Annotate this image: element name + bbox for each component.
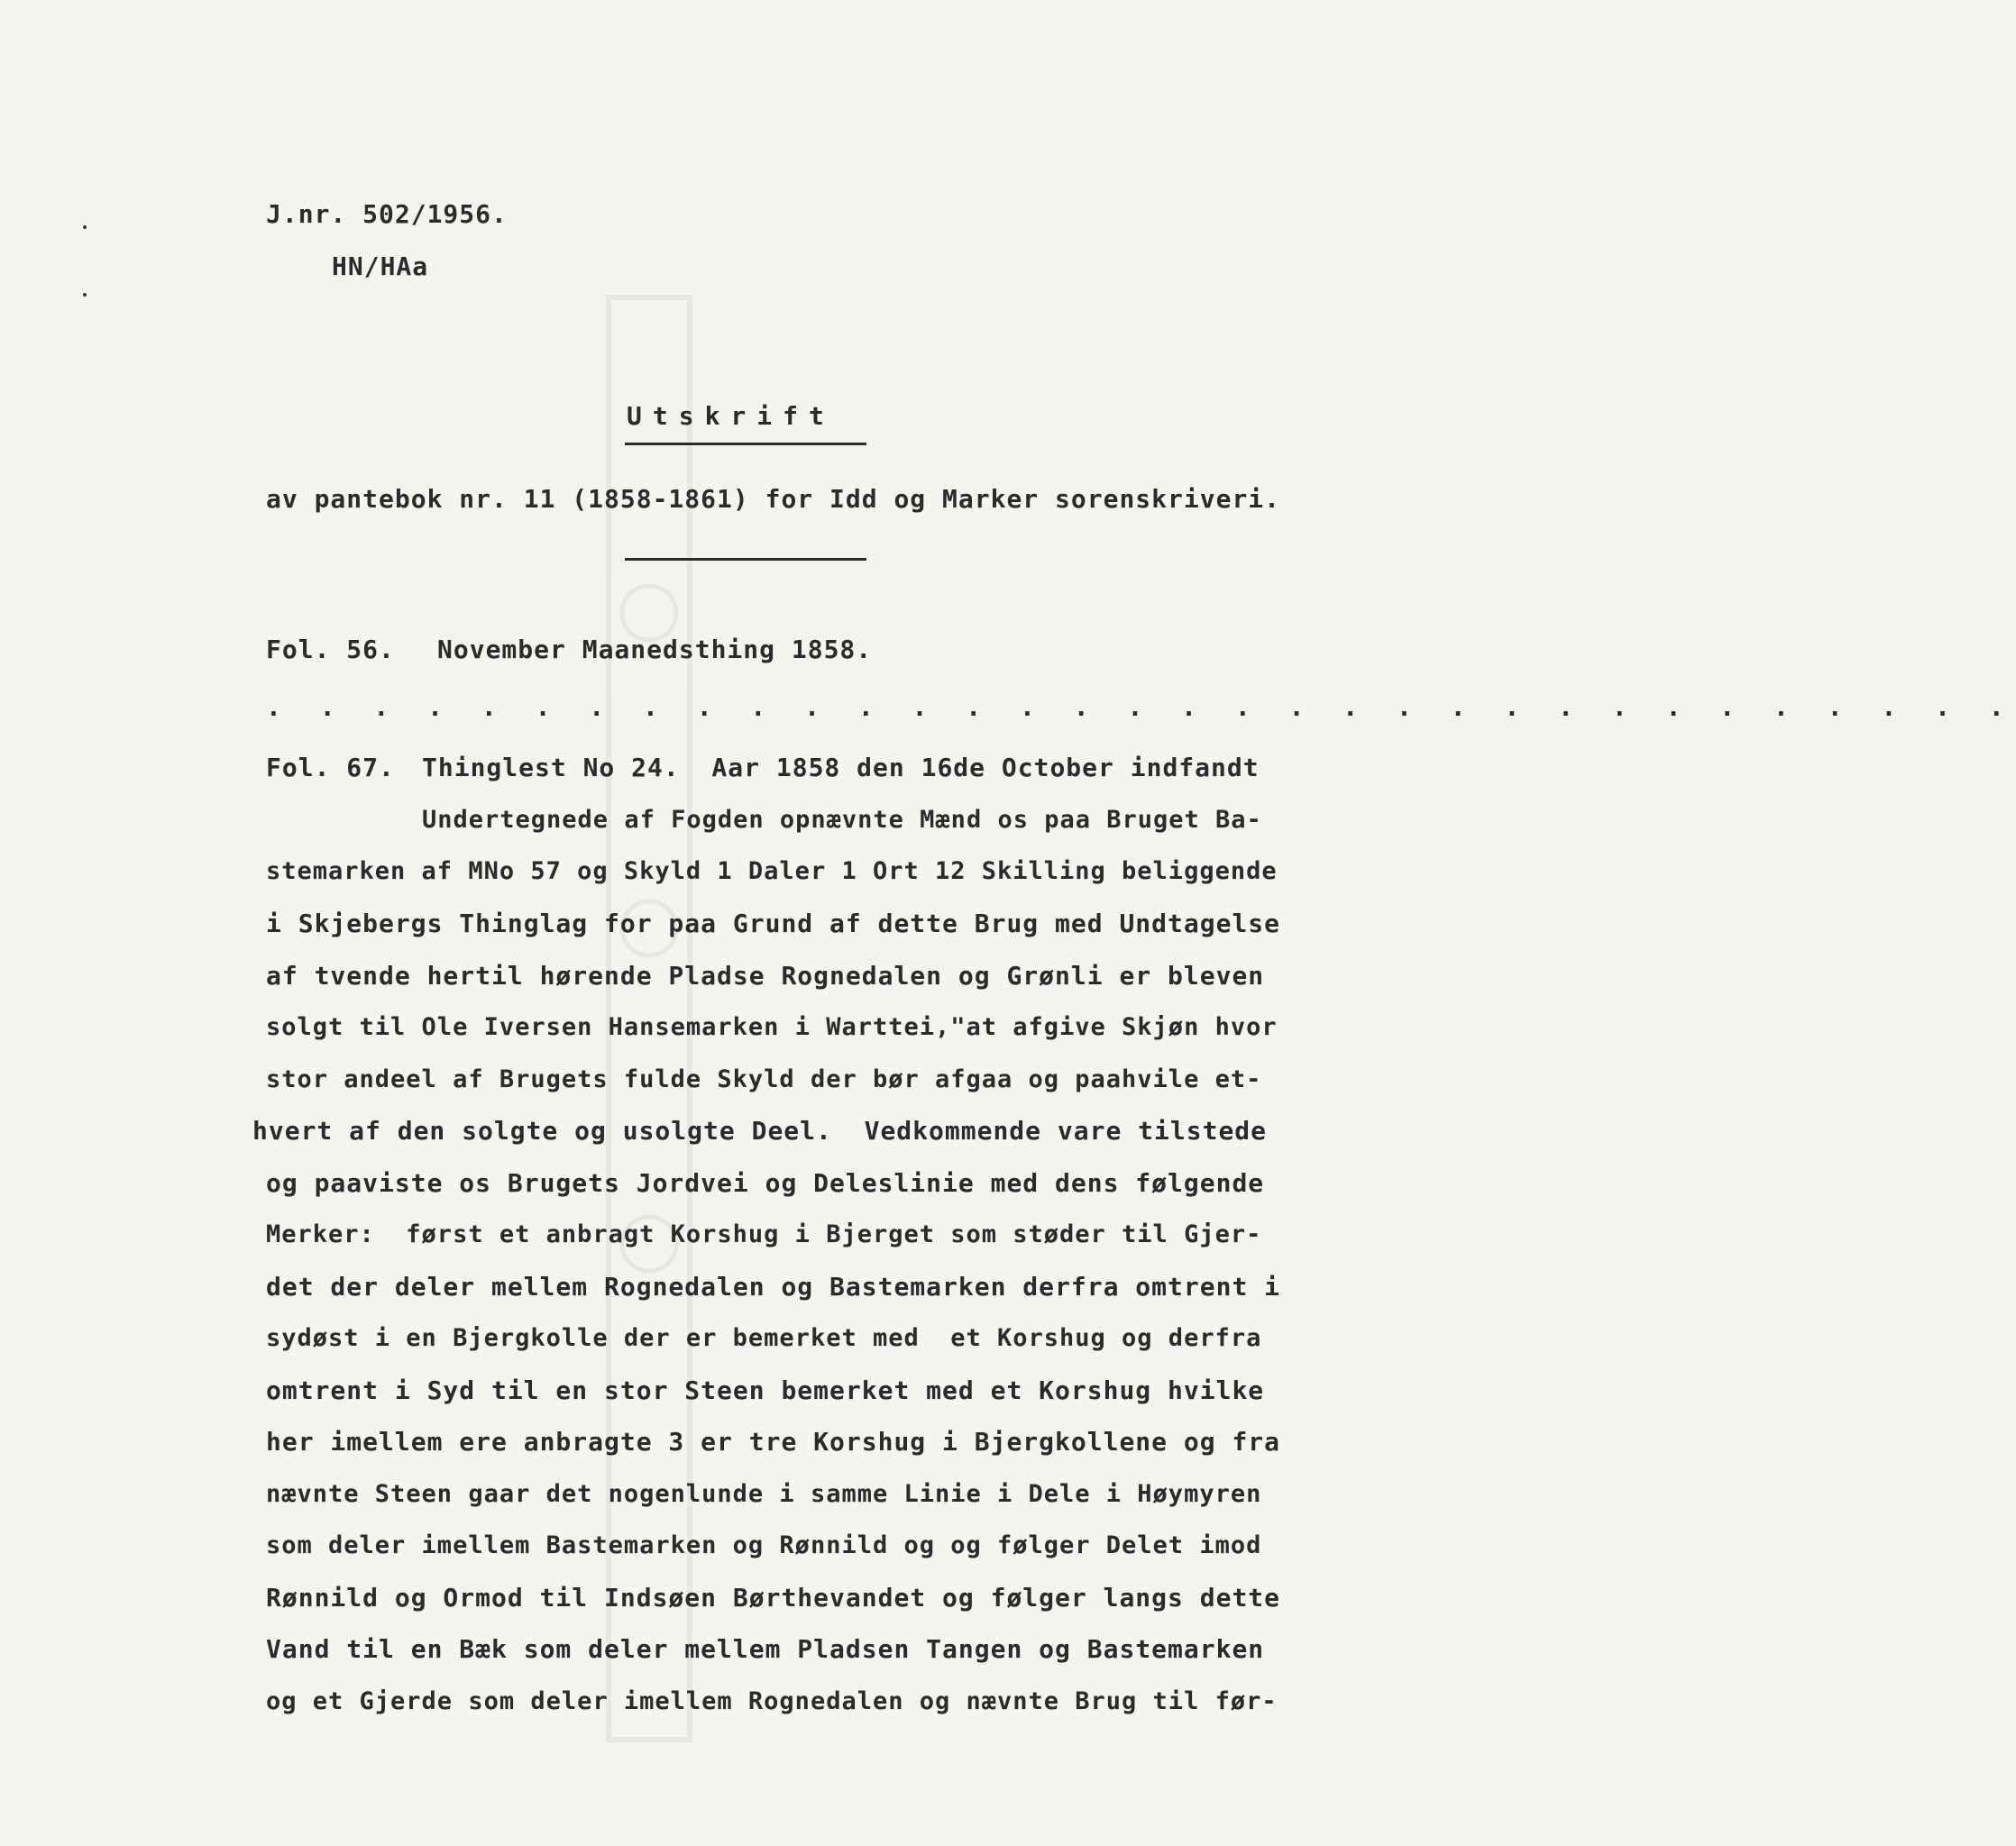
document-title: Utskrift bbox=[627, 401, 835, 431]
entry-line: sydøst i en Bjergkolle der er bemerket med et Korshug og derfra bbox=[266, 1324, 1262, 1352]
entry-line: i Skjebergs Thinglag for paa Grund af dette Brug med Undtagelse bbox=[266, 909, 1281, 938]
entry-line: og paaviste os Brugets Jordvei og Deleslinie med dens følgende bbox=[266, 1168, 1265, 1198]
entry-line: nævnte Steen gaar det nogenlunde i samme Linie i Dele i Høymyren bbox=[266, 1480, 1262, 1508]
journal-number: J.nr. 502/1956. bbox=[266, 199, 508, 229]
entry-line: det der deler mellem Rognedalen og Bastemarken derfra omtrent i bbox=[266, 1272, 1281, 1302]
section-divider bbox=[625, 558, 866, 561]
document-subtitle: av pantebok nr. 11 (1858-1861) for Idd og Marker sorenskriveri. bbox=[266, 484, 1281, 514]
entry-line: Undertegnede af Fogden opnævnte Mænd os paa Bruget Ba- bbox=[422, 806, 1262, 834]
entry-line: Merker: først et anbragt Korshug i Bjerget som støder til Gjer- bbox=[266, 1220, 1262, 1248]
entry-line: Vand til en Bæk som deler mellem Pladsen Tangen og Bastemarken bbox=[266, 1634, 1265, 1664]
entry-line: hvert af den solgte og usolgte Deel. Vedkommende vare tilstede bbox=[252, 1116, 1268, 1146]
entry-line: Thinglest No 24. Aar 1858 den 16de October indfandt bbox=[422, 753, 1260, 782]
margin-mark bbox=[83, 225, 87, 229]
title-underline bbox=[625, 443, 866, 445]
entry-line: stor andeel af Brugets fulde Skyld der bør afgaa og paahvile et- bbox=[266, 1065, 1262, 1093]
entry-folio: Fol. 67. bbox=[266, 753, 395, 782]
entry-line: stemarken af MNo 57 og Skyld 1 Daler 1 Ort 12 Skilling beliggende bbox=[266, 857, 1278, 885]
entry-line: solgt til Ole Iversen Hansemarken i Warttei,"at afgive Skjøn hvor bbox=[266, 1013, 1278, 1041]
section-heading: November Maanedsthing 1858. bbox=[437, 635, 873, 664]
section-folio: Fol. 56. bbox=[266, 635, 395, 664]
entry-line: og et Gjerde som deler imellem Rognedalen og nævnte Brug til før- bbox=[266, 1687, 1278, 1715]
initials: HN/HAa bbox=[332, 251, 429, 281]
margin-mark bbox=[83, 293, 87, 297]
entry-line: her imellem ere anbragte 3 er tre Korshug i Bjergkollene og fra bbox=[266, 1427, 1281, 1457]
entry-line: som deler imellem Bastemarken og Rønnild og og følger Delet imod bbox=[266, 1531, 1262, 1559]
entry-line: Rønnild og Ormod til Indsøen Børthevandet og følger langs dette bbox=[266, 1583, 1281, 1613]
entry-line: af tvende hertil hørende Pladse Rognedalen og Grønli er bleven bbox=[266, 961, 1265, 991]
entry-line: omtrent i Syd til en stor Steen bemerket med et Korshug hvilke bbox=[266, 1375, 1265, 1405]
dotted-separator: . . . . . . . . . . . . . . . . . . . . . . . . . . . . . . . . . bbox=[266, 692, 2016, 722]
